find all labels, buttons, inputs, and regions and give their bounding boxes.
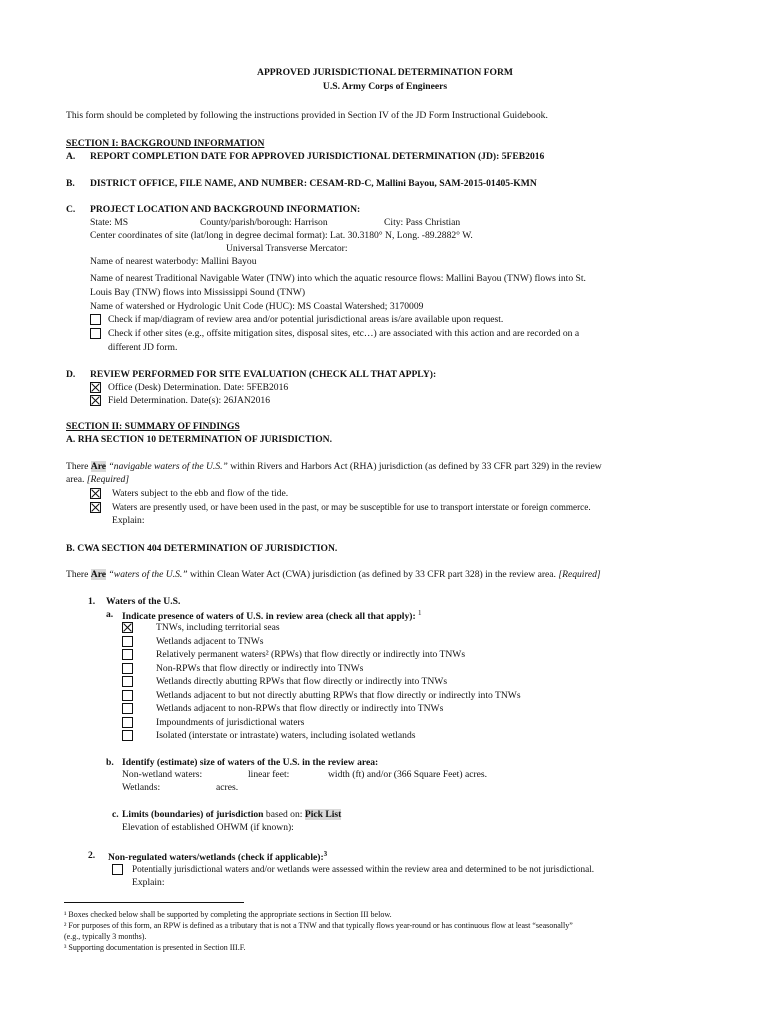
limits-statement: Limits (boundaries) of jurisdiction based on: Pick List	[122, 809, 342, 820]
rha-statement-line2: area. [Required]	[66, 474, 130, 485]
form-subtitle: U.S. Army Corps of Engineers	[322, 81, 448, 92]
other-sites-label-1: Check if other sites (e.g., offsite mitigation sites, disposal sites, etc…) are associated with this action and are recorded on a	[108, 328, 580, 339]
item-1b-letter: b.	[106, 757, 114, 768]
nearest-tnw-line2: Louis Bay (TNW) flows into Mississippi Sound (TNW)	[90, 287, 306, 298]
project-location-heading: PROJECT LOCATION AND BACKGROUND INFORMATION:	[90, 204, 361, 215]
other-sites-label-2: different JD form.	[108, 342, 178, 353]
section2-heading: SECTION II: SUMMARY OF FINDINGS	[66, 421, 240, 432]
rha-explain: Explain:	[112, 515, 145, 526]
cwa-statement: There Are “waters of the U.S.” within Clean Water Act (CWA) jurisdiction (as defined by 33 CFR part 328) in the review area. [Required]	[66, 569, 601, 580]
office-determination: Office (Desk) Determination. Date: 5FEB2016	[108, 382, 289, 393]
item-b-letter: B.	[66, 178, 75, 189]
district-office: DISTRICT OFFICE, FILE NAME, AND NUMBER: CESAM-RD-C, Mallini Bayou, SAM-2015-01405-KMN	[90, 178, 537, 189]
form-title: APPROVED JURISDICTIONAL DETERMINATION FORM	[257, 67, 513, 78]
footnote-2-line1: ² For purposes of this form, an RPW is defined as a tributary that is not a TNW and that typically flows year-round or has continuous flow at least “seasonally”	[64, 921, 573, 930]
report-date: REPORT COMPLETION DATE FOR APPROVED JURISDICTIONAL DETERMINATION (JD): 5FEB2016	[90, 151, 545, 162]
width-acres-label: width (ft) and/or (366 Square Feet) acres.	[328, 769, 488, 780]
field-determination: Field Determination. Date(s): 26JAN2016	[108, 395, 270, 406]
cwa-heading: B. CWA SECTION 404 DETERMINATION OF JURISDICTION.	[66, 543, 338, 554]
ohwm-elevation: Elevation of established OHWM (if known):	[122, 822, 294, 833]
office-checkbox[interactable]	[90, 382, 101, 393]
map-check-label: Check if map/diagram of review area and/or potential jurisdictional areas is/are available upon request.	[108, 314, 504, 325]
footnote-divider	[64, 902, 244, 903]
item-a-letter: A.	[66, 151, 76, 162]
footnote-1: ¹ Boxes checked below shall be supported by completing the appropriate sections in Section III below.	[64, 910, 392, 919]
instructions-text: This form should be completed by following the instructions provided in Section IV of the JD Form Instructional Guidebook.	[66, 110, 548, 121]
waters-type-checkbox[interactable]	[122, 703, 133, 714]
state-field: State: MS	[90, 217, 129, 228]
city-field: City: Pass Christian	[384, 217, 461, 228]
coordinates: Center coordinates of site (lat/long in degree decimal format): Lat. 30.3180° N, Long. -89.2882° W.	[90, 230, 473, 241]
cwa-are-select[interactable]: Are	[90, 569, 107, 580]
rha-heading: A. RHA SECTION 10 DETERMINATION OF JURISDICTION.	[66, 434, 332, 445]
item-1a-letter: a.	[106, 609, 114, 620]
waters-type-checkbox[interactable]	[122, 636, 133, 647]
item-d-letter: D.	[66, 369, 76, 380]
waters-type-label: Non-RPWs that flow directly or indirectly into TNWs	[156, 663, 364, 674]
ebb-flow-checkbox[interactable]	[90, 488, 101, 499]
nearest-waterbody: Name of nearest waterbody: Mallini Bayou	[90, 256, 257, 267]
nearest-tnw-line1: Name of nearest Traditional Navigable Water (TNW) into which the aquatic resource flows: Mallini Bayou (TNW) flows into St.	[90, 273, 586, 284]
review-performed-heading: REVIEW PERFORMED FOR SITE EVALUATION (CHECK ALL THAT APPLY):	[90, 369, 437, 380]
commerce-label: Waters are presently used, or have been used in the past, or may be susceptible for use to transport interstate or foreign commerce.	[112, 502, 591, 512]
nonregulated-number: 2.	[88, 850, 96, 861]
wetlands-label: Wetlands:	[122, 782, 161, 793]
waters-type-checkbox[interactable]	[122, 622, 133, 633]
size-heading: Identify (estimate) size of waters of the U.S. in the review area:	[122, 757, 379, 768]
item-c-letter: C.	[66, 204, 76, 215]
waters-type-label: Isolated (interstate or intrastate) waters, including isolated wetlands	[156, 730, 416, 741]
wetlands-acres: acres.	[216, 782, 239, 793]
linear-feet-label: linear feet:	[248, 769, 290, 780]
waters-type-checkbox[interactable]	[122, 730, 133, 741]
pick-list-select[interactable]: Pick List	[304, 809, 342, 820]
item-1c-letter: c.	[112, 809, 119, 820]
rha-are-select[interactable]: Are	[90, 461, 107, 472]
nonjurisdictional-label: Potentially jurisdictional waters and/or wetlands were assessed within the review area and determined to be not jurisdictional.	[132, 864, 595, 874]
map-checkbox[interactable]	[90, 314, 101, 325]
section1-heading: SECTION I: BACKGROUND INFORMATION	[66, 138, 265, 149]
waters-type-label: Wetlands adjacent to non-RPWs that flow directly or indirectly into TNWs	[156, 703, 444, 714]
other-sites-checkbox[interactable]	[90, 328, 101, 339]
waters-number: 1.	[88, 596, 96, 607]
waters-type-checkbox[interactable]	[122, 663, 133, 674]
waters-type-checkbox[interactable]	[122, 690, 133, 701]
waters-type-checkbox[interactable]	[122, 649, 133, 660]
waters-type-label: Wetlands adjacent to but not directly abutting RPWs that flow directly or indirectly into TNWs	[156, 690, 521, 701]
footnote-3: ³ Supporting documentation is presented in Section III.F.	[64, 943, 246, 952]
watershed-huc: Name of watershed or Hydrologic Unit Code (HUC): MS Coastal Watershed; 3170009	[90, 301, 424, 312]
waters-type-label: Wetlands adjacent to TNWs	[156, 636, 264, 647]
nonwetland-label: Non-wetland waters:	[122, 769, 203, 780]
waters-heading: Waters of the U.S.	[106, 596, 181, 607]
nonregulated-heading: Non-regulated waters/wetlands (check if applicable):$^3$	[108, 850, 328, 864]
waters-type-label: Relatively permanent waters² (RPWs) that flow directly or indirectly into TNWs	[156, 649, 466, 660]
nonjurisdictional-checkbox[interactable]	[112, 864, 123, 875]
commerce-checkbox[interactable]	[90, 502, 101, 513]
waters-type-checkbox[interactable]	[122, 717, 133, 728]
presence-heading: Indicate presence of waters of U.S. in review area (check all that apply): $^1$	[122, 609, 422, 623]
field-checkbox[interactable]	[90, 395, 101, 406]
ebb-flow-label: Waters subject to the ebb and flow of the tide.	[112, 488, 289, 499]
county-field: County/parish/borough: Harrison	[200, 217, 328, 228]
waters-type-label: Impoundments of jurisdictional waters	[156, 717, 305, 728]
waters-type-label: Wetlands directly abutting RPWs that flow directly or indirectly into TNWs	[156, 676, 448, 687]
nonregulated-explain: Explain:	[132, 877, 165, 888]
waters-type-label: TNWs, including territorial seas	[156, 622, 280, 633]
waters-type-checkbox[interactable]	[122, 676, 133, 687]
utm-field: Universal Transverse Mercator:	[226, 243, 348, 254]
footnote-2-line2: (e.g., typically 3 months).	[64, 932, 147, 941]
rha-statement: There Are “navigable waters of the U.S.” within Rivers and Harbors Act (RHA) jurisdiction (as defined by 33 CFR part 329) in the review	[66, 461, 602, 472]
